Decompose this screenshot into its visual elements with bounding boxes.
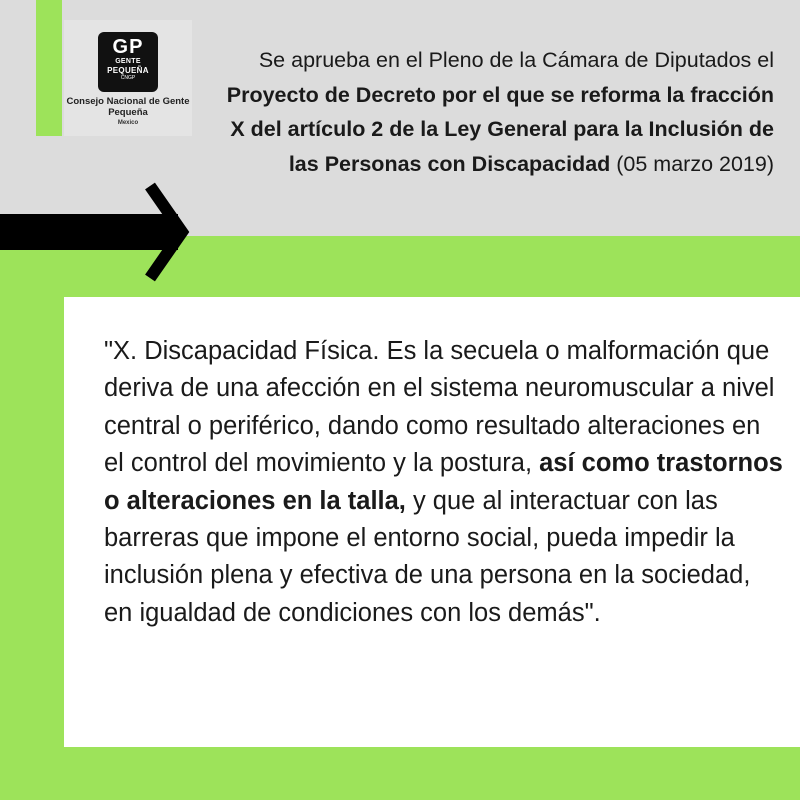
arrow-shaft [0,214,178,250]
arrow-right-icon [0,178,200,288]
organization-name: Consejo Nacional de Gente Pequeña [66,96,190,118]
logo-word-pequena: PEQUEÑA [107,66,149,75]
logo-mark [98,32,158,92]
headline [214,43,774,181]
logo-sub: CNGP [120,75,136,81]
headline-bold: Proyecto de Decreto por el que se reforma la fracción X del artículo 2 de la Ley General para la Inclusión de las Personas con Discapacidad [226,82,774,176]
quote-bold: así como trastornos o alteraciones en la talla, [104,449,783,515]
organization-country: Mexico [117,120,139,126]
logo [64,20,192,136]
quote-part1: "X. Discapacidad Física. Es la secuela o malformación que deriva de una afección en el sistema neuromuscular a nivel central o periférico, dando como resultado alteraciones en el control del movimiento y la postura, [104,337,775,478]
headline-date: (05 marzo 2019) [610,151,774,176]
logo-word-gente: GENTE [115,58,141,65]
quote-card [64,297,800,747]
logo-abbr: GP [112,36,144,58]
quote-text [104,333,784,632]
accent-bar [36,0,62,136]
headline-intro: Se aprueba en el Pleno de la Cámara de Diputados el [258,48,774,72]
quote-part2: y que al interactuar con las barreras que impone el entorno social, pueda impedir la inclusión plena y efectiva de una persona en la sociedad, en igualdad de condiciones con los demás". [104,486,751,627]
